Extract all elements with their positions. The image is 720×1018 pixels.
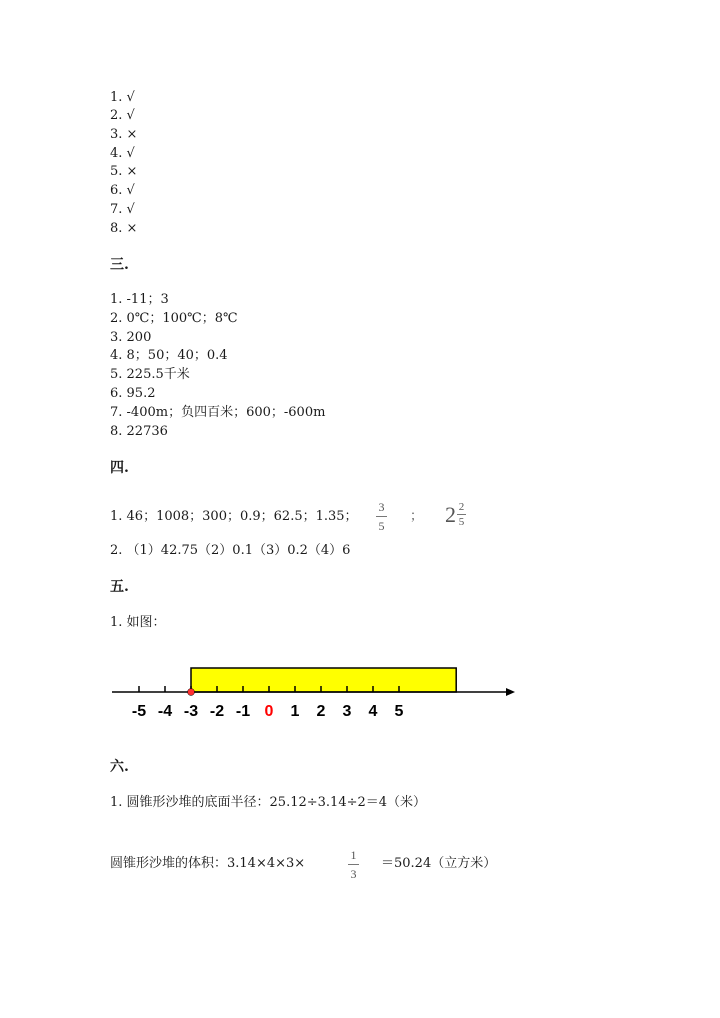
fraction-numerator: 2 [458, 501, 465, 513]
tick-label: 0 [264, 703, 274, 720]
fraction-denominator: 5 [458, 516, 465, 528]
list-item: 5. × [110, 164, 138, 179]
list-item: 7. √ [110, 202, 135, 217]
tick-label: -1 [235, 703, 251, 720]
arrow-head [506, 688, 515, 696]
list-item: 7. -400m；负四百米；600；-600m [110, 405, 326, 420]
fraction-denominator: 3 [350, 867, 357, 881]
list-item: 1. √ [110, 90, 135, 105]
mixed-fraction [457, 501, 466, 528]
answer-6-1-line-2-prefix: 圆锥形沙堆的体积：3.14×4×3× [110, 856, 306, 871]
mixed-whole: 2 [445, 501, 456, 527]
list-item: 4. 8；50；40；0.4 [110, 348, 228, 363]
list-item: 8. × [110, 221, 138, 236]
answer-6-1-line-1: 1. 圆锥形沙堆的底面半径：25.12÷3.14÷2＝4（米） [110, 795, 427, 810]
fraction [348, 848, 359, 881]
list-item: 2. 0℃；100℃；8℃ [110, 311, 238, 326]
tick-label: -2 [209, 703, 225, 720]
fraction-bar [376, 516, 387, 517]
fraction-bar [457, 514, 466, 515]
answer-4-1-text: 1. 46；1008；300；0.9；62.5；1.35； [110, 509, 358, 524]
section-heading-5: 五. [110, 579, 129, 595]
tick-label: 1 [290, 703, 300, 720]
separator: ； [410, 509, 424, 524]
tick-label: 5 [394, 703, 404, 720]
answer-6-1-line-2-suffix: ＝50.24（立方米） [381, 856, 497, 871]
section-heading-3: 三. [110, 257, 129, 273]
section-heading-6: 六. [110, 759, 129, 775]
endpoint-marker [188, 689, 195, 696]
answer-4-2-text: 2. （1）42.75（2）0.1（3）0.2（4）6 [110, 543, 351, 558]
fraction-numerator: 3 [378, 500, 385, 514]
list-item: 2. √ [110, 108, 135, 123]
fraction-bar [348, 864, 359, 865]
answer-5-1-text: 1. 如图： [110, 615, 166, 630]
tick-label: 3 [342, 703, 352, 720]
fraction-denominator: 5 [378, 519, 385, 533]
list-item: 6. 95.2 [110, 386, 156, 401]
section-heading-4: 四. [110, 460, 129, 476]
list-item: 1. -11；3 [110, 292, 169, 307]
tick-label: 2 [316, 703, 326, 720]
tick-label: 4 [368, 703, 378, 720]
tick-label: -4 [157, 703, 173, 720]
list-item: 6. √ [110, 183, 135, 198]
list-item: 5. 225.5千米 [110, 367, 190, 382]
tick-label: -5 [131, 703, 147, 720]
list-item: 8. 22736 [110, 424, 168, 439]
list-item: 3. × [110, 127, 138, 142]
fraction [376, 500, 387, 533]
tick-label: -3 [183, 703, 199, 720]
number-line-figure [0, 650, 720, 730]
fraction-numerator: 1 [350, 848, 357, 862]
highlight-rectangle [191, 668, 456, 692]
list-item: 4. √ [110, 146, 135, 161]
mixed-number [445, 501, 466, 528]
list-item: 3. 200 [110, 330, 152, 345]
